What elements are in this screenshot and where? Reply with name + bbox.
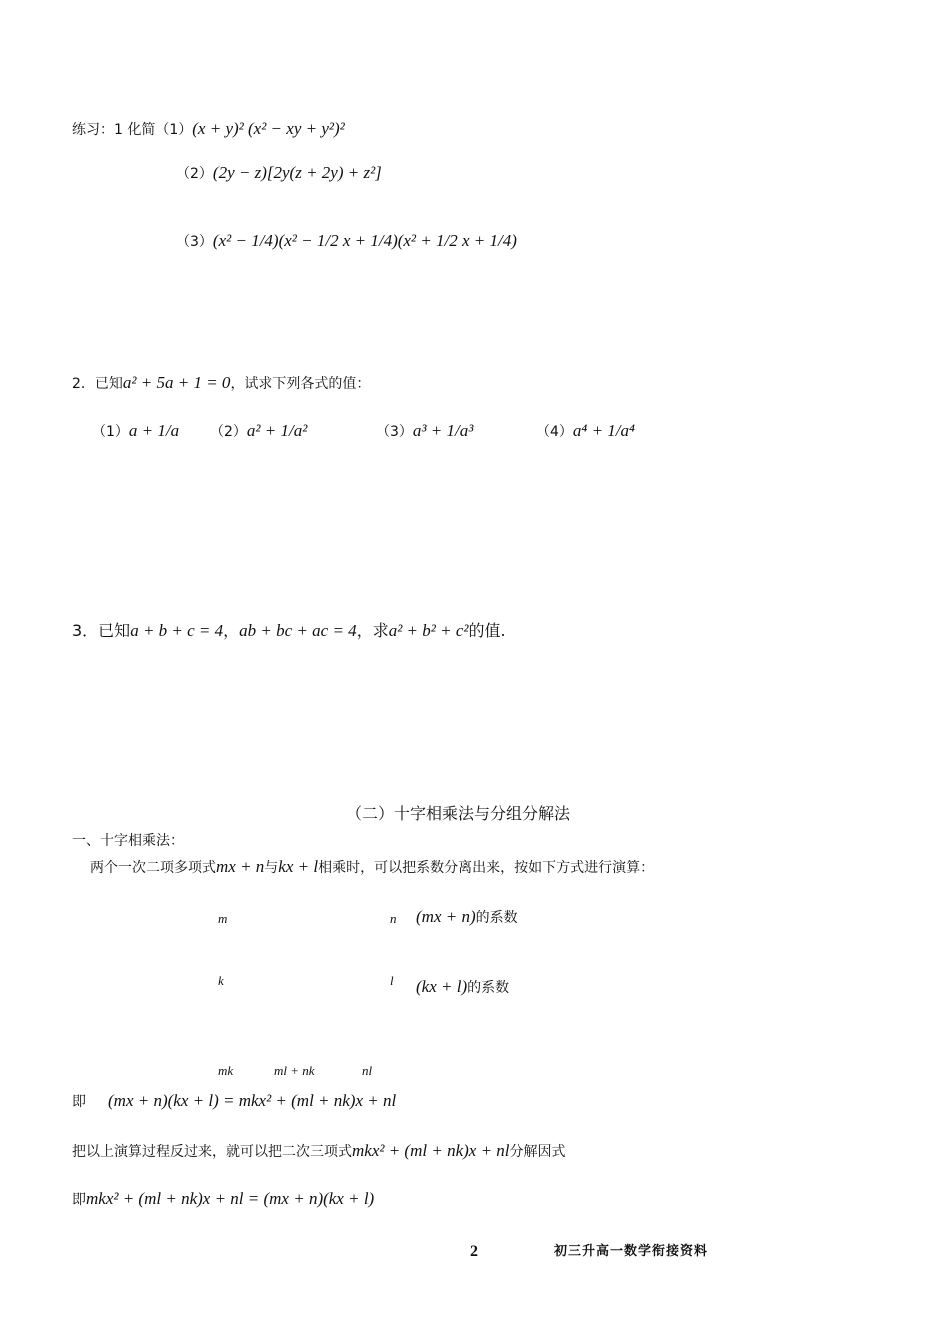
exercise-2-item-math: a² + 1/a² [246,421,308,440]
exercise-2-item-1 [92,422,179,439]
reverse-suffix: 分解因式 [509,1144,566,1160]
description-polynomial-1: mx + n [216,857,265,876]
section-subtitle: 一、十字相乘法： [72,833,184,849]
cross-row-1-label [416,908,518,925]
exercise-1-expression-1: (x + y)² (x² − xy + y²)² [192,119,345,138]
cross-m: m [218,911,228,926]
exercise-3-condition-2: ab + bc + ac = 4 [239,621,357,640]
page-number: 2 [470,1243,478,1260]
exercise-2-equation: a² + 5a + 1 = 0 [122,373,231,392]
exercise-1-line-2 [176,164,382,181]
exercise-1-expression-3: (x² − 1/4)(x² − 1/2 x + 1/4)(x² + 1/2 x + 1/4) [212,231,517,250]
identity-line [72,1092,396,1109]
cross-row-2-text: 的系数 [467,980,510,996]
cross-n: n [390,911,397,926]
description-polynomial-2: kx + l [278,857,319,876]
exercise-2-suffix: ，试求下列各式的值： [230,376,371,392]
cross-l: l [390,973,394,988]
exercise-3-target: a² + b² + c² [388,621,469,640]
exercise-2-item-3 [376,422,473,439]
exercise-1-label-3: （3） [176,234,213,250]
cross-nl: nl [362,1063,373,1078]
exercise-3-condition-1: a + b + c = 4 [130,621,224,640]
reverse-line [72,1142,566,1159]
exercise-2-item-math: a + 1/a [128,421,180,440]
conclusion-prefix: 即 [72,1192,86,1208]
exercise-2-item-label: （1） [92,424,129,440]
section-description [90,858,654,875]
exercise-2-item-label: （3） [376,424,413,440]
cross-row-2-math: (kx + l) [416,977,468,996]
exercise-2-item-math: a⁴ + 1/a⁴ [572,421,635,440]
cross-mk: mk [218,1063,234,1078]
exercise-2-intro [72,374,370,391]
exercise-2-item-math: a³ + 1/a³ [412,421,474,440]
exercise-2-prefix: 2．已知 [72,376,123,392]
exercise-1-line-1 [72,120,345,137]
exercise-1-label-2: （2） [176,166,213,182]
exercise-3-suffix: 的值. [468,621,506,640]
exercise-3-prefix: 3．已知 [72,621,131,640]
exercise-1-line-3 [176,232,517,249]
description-suffix: 相乘时，可以把系数分离出来，按如下方式进行演算： [318,860,655,876]
section-title: （二）十字相乘法与分组分解法 [346,804,571,823]
conclusion-line [72,1190,374,1207]
exercise-3-mid: ，求 [356,621,389,640]
identity-math: (mx + n)(kx + l) = mkx² + (ml + nk)x + nl [108,1091,397,1110]
cross-ml-plus-nk: ml + nk [274,1063,315,1078]
footer-title: 初三升高一数学衔接资料 [554,1244,709,1259]
conclusion-math: mkx² + (ml + nk)x + nl = (mx + n)(kx + l) [86,1189,375,1208]
exercise-3-separator: ， [223,621,240,640]
identity-prefix: 即 [72,1094,86,1110]
cross-row-1-text: 的系数 [475,910,518,926]
description-prefix: 两个一次二项多项式 [90,860,216,876]
exercise-2-item-2 [210,422,307,439]
reverse-text: 把以上演算过程反过来，就可以把二次三项式 [72,1144,352,1160]
exercise-1-label: 练习：1 化简（1） [72,122,193,138]
cross-k: k [218,973,224,988]
exercise-3-line [72,622,506,639]
description-mid: 与 [264,860,279,876]
exercise-2-item-label: （4） [536,424,573,440]
cross-row-1-math: (mx + n) [416,907,476,926]
reverse-math: mkx² + (ml + nk)x + nl [352,1141,510,1160]
cross-row-2-label [416,978,509,995]
exercise-1-expression-2: (2y − z)[2y(z + 2y) + z²] [212,163,382,182]
exercise-2-item-4 [536,422,635,439]
exercise-2-item-label: （2） [210,424,247,440]
